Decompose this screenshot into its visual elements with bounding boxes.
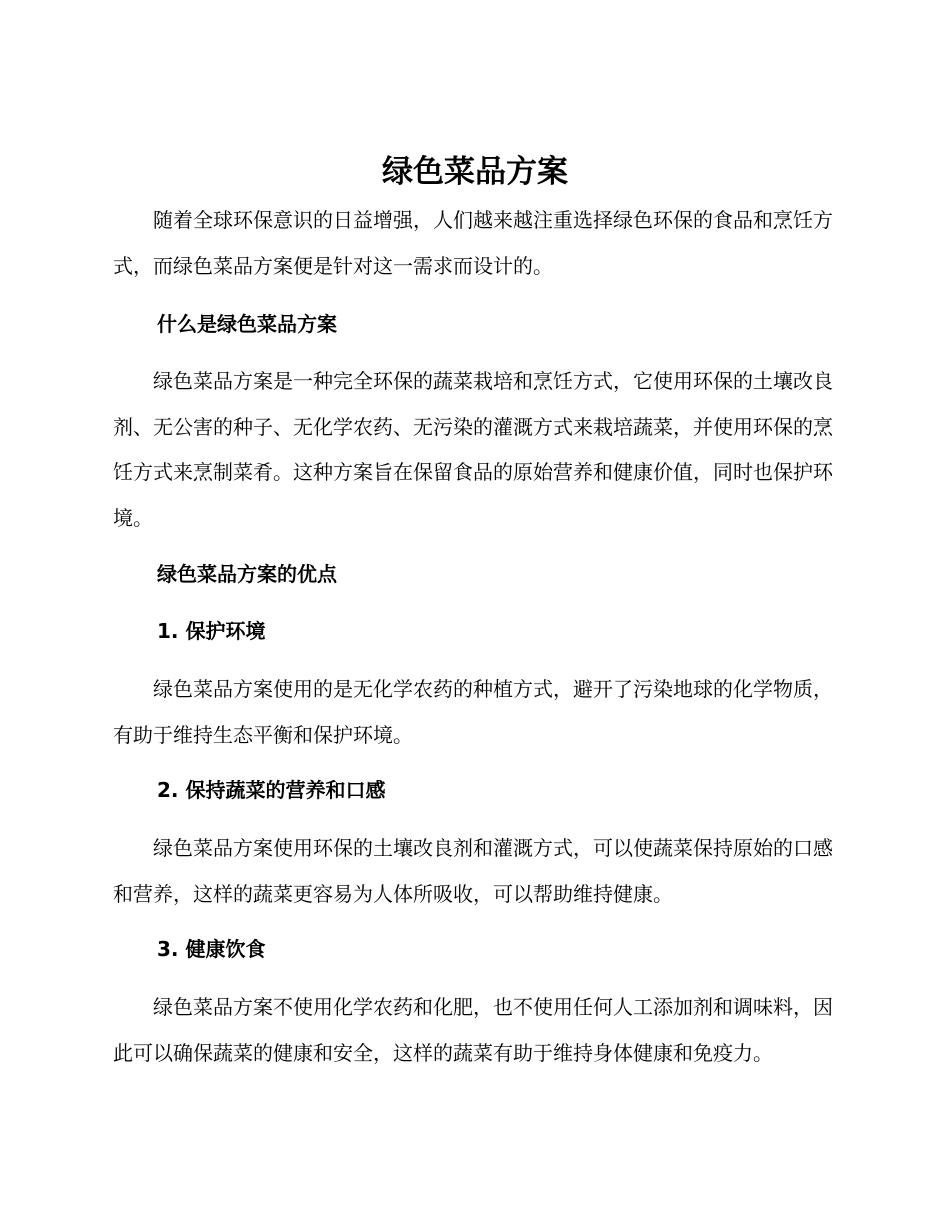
intro-paragraph: 随着全球环保意识的日益增强，人们越来越注重选择绿色环保的食品和烹饪方式，而绿色菜品方案便是针对这一需求而设计的。 [113,208,833,278]
advantage-heading-2: 2. 保持蔬菜的营养和口感 [157,778,386,802]
section-paragraph-what: 绿色菜品方案是一种完全环保的蔬菜栽培和烹饪方式，它使用环保的土壤改良剂、无公害的种子、无化学农药、无污染的灌溉方式来栽培蔬菜，并使用环保的烹饪方式来烹制菜肴。这种方案旨在保留食品的原始营养和健康价值，同时也保护环境。 [113,369,833,530]
advantage-paragraph-2: 绿色菜品方案使用环保的土壤改良剂和灌溉方式，可以使蔬菜保持原始的口感和营养，这样的蔬菜更容易为人体所吸收，可以帮助维持健康。 [113,836,833,906]
advantage-heading-1: 1. 保护环境 [157,619,266,643]
advantage-heading-3: 3. 健康饮食 [157,937,266,961]
advantage-paragraph-1: 绿色菜品方案使用的是无化学农药的种植方式，避开了污染地球的化学物质，有助于维持生态平衡和保护环境。 [113,677,833,747]
section-heading-what: 什么是绿色菜品方案 [157,312,337,336]
section-heading-advantages: 绿色菜品方案的优点 [157,562,337,586]
advantage-paragraph-3: 绿色菜品方案不使用化学农药和化肥，也不使用任何人工添加剂和调味料，因此可以确保蔬菜的健康和安全，这样的蔬菜有助于维持身体健康和免疫力。 [113,995,833,1065]
document-title: 绿色菜品方案 [382,154,568,190]
